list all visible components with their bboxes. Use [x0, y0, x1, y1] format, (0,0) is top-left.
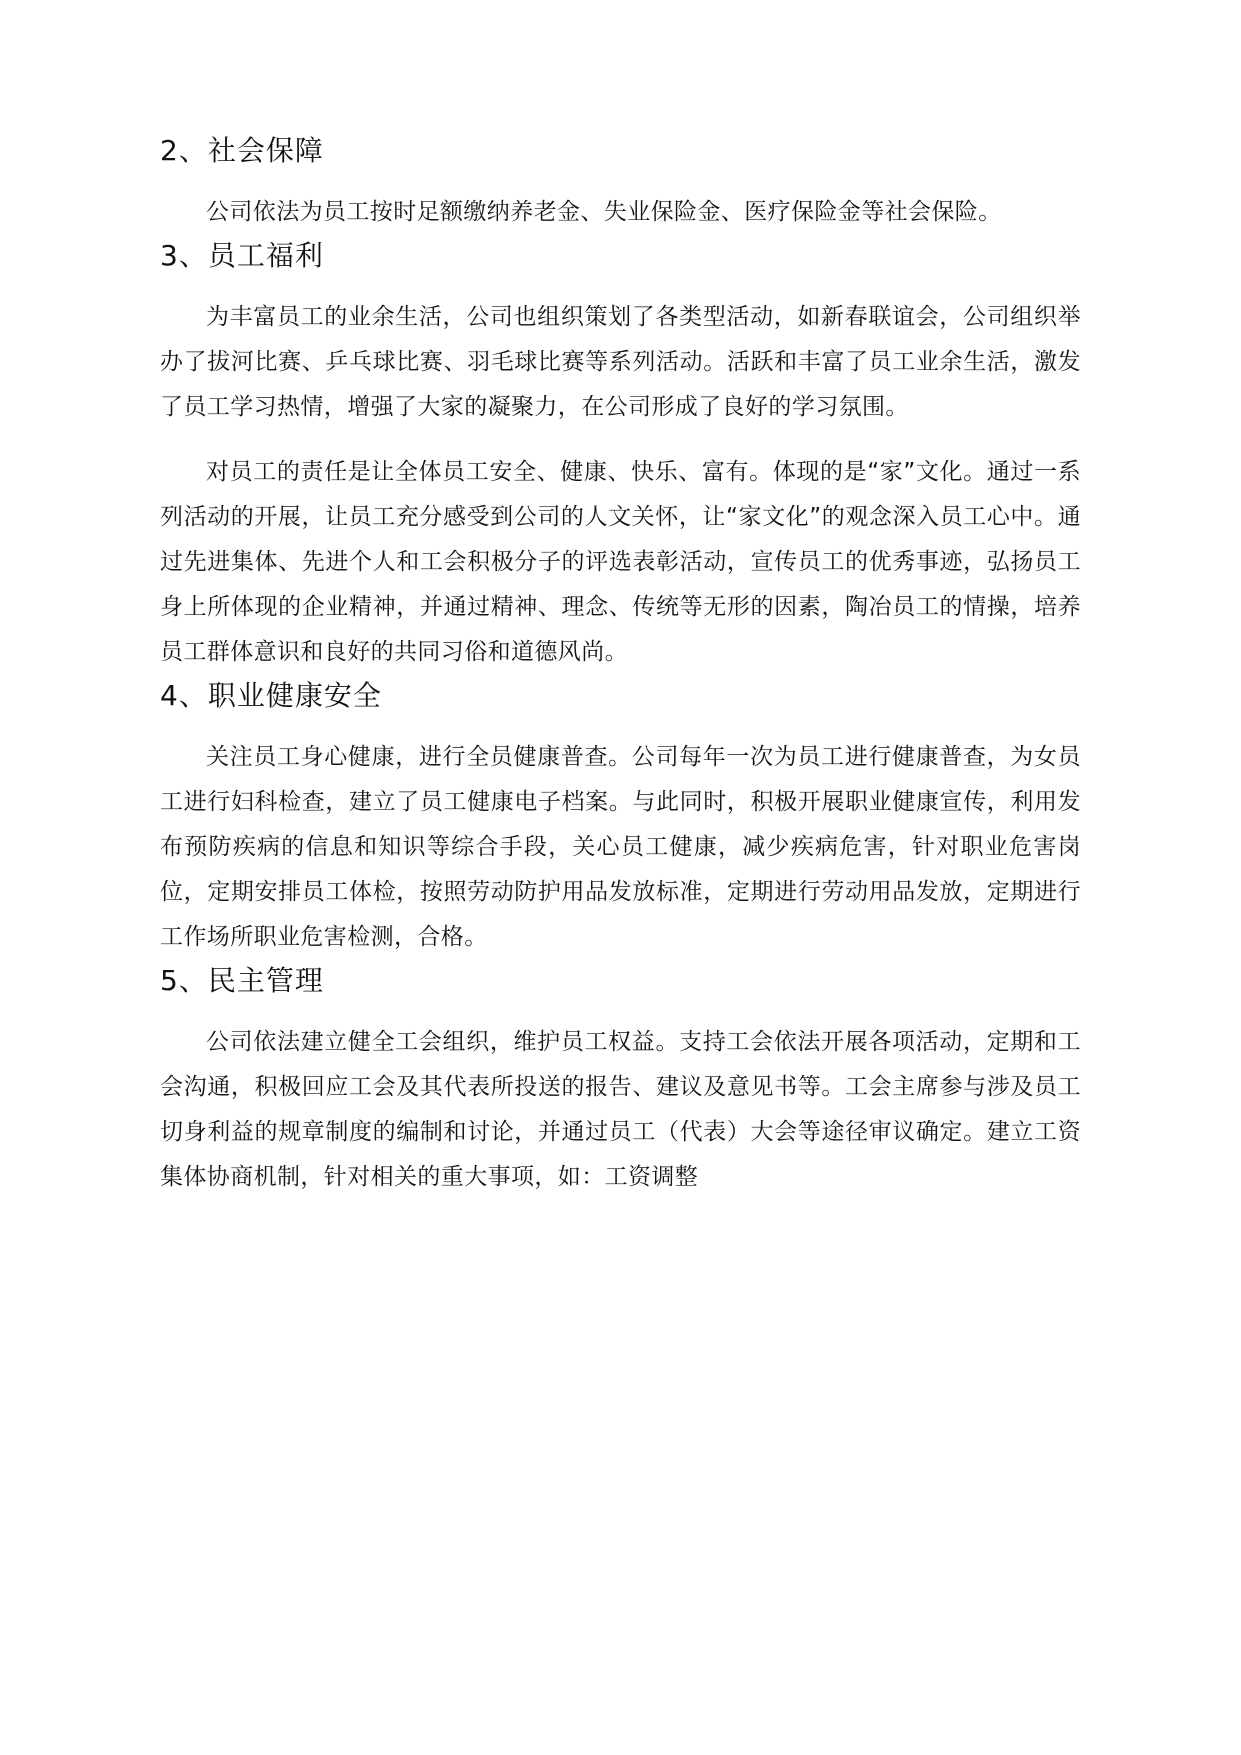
- section-paragraph: 为丰富员工的业余生活，公司也组织策划了各类型活动，如新春联谊会，公司组织举办了拔河比赛、乒乓球比赛、羽毛球比赛等系列活动。活跃和丰富了员工业余生活，激发了员工学习热情，增强了大家的凝聚力，在公司形成了良好的学习氛围。: [160, 304, 1081, 420]
- section-social-security: [160, 130, 1081, 235]
- section-heading: 2、社会保障: [160, 134, 324, 167]
- section-heading: 5、民主管理: [160, 964, 324, 997]
- section-paragraph: 公司依法为员工按时足额缴纳养老金、失业保险金、医疗保险金等社会保险。: [206, 199, 1002, 225]
- section-heading: 3、员工福利: [160, 239, 324, 272]
- section-paragraph: 关注员工身心健康，进行全员健康普查。公司每年一次为员工进行健康普查，为女员工进行妇科检查，建立了员工健康电子档案。与此同时，积极开展职业健康宣传，利用发布预防疾病的信息和知识等综合手段，关心员工健康，减少疾病危害，针对职业危害岗位，定期安排员工体检，按照劳动防护用品发放标准，定期进行劳动用品发放，定期进行工作场所职业危害检测，合格。: [160, 744, 1081, 950]
- document-body: [160, 130, 1081, 1200]
- section-heading: 4、职业健康安全: [160, 679, 382, 712]
- section-democratic-management: [160, 960, 1081, 1200]
- section-employee-welfare: [160, 235, 1081, 675]
- section-paragraph: 对员工的责任是让全体员工安全、健康、快乐、富有。体现的是“家”文化。通过一系列活动的开展，让员工充分感受到公司的人文关怀，让“家文化”的观念深入员工心中。通过先进集体、先进个人和工会积极分子的评选表彰活动，宣传员工的优秀事迹，弘扬员工身上所体现的企业精神，并通过精神、理念、传统等无形的因素，陶冶员工的情操，培养员工群体意识和良好的共同习俗和道德风尚。: [160, 459, 1081, 665]
- section-paragraph: 公司依法建立健全工会组织，维护员工权益。支持工会依法开展各项活动，定期和工会沟通，积极回应工会及其代表所投送的报告、建议及意见书等。工会主席参与涉及员工切身利益的规章制度的编制和讨论，并通过员工（代表）大会等途径审议确定。建立工资集体协商机制，针对相关的重大事项，如：工资调整: [160, 1029, 1081, 1190]
- section-occupational-health-safety: [160, 675, 1081, 960]
